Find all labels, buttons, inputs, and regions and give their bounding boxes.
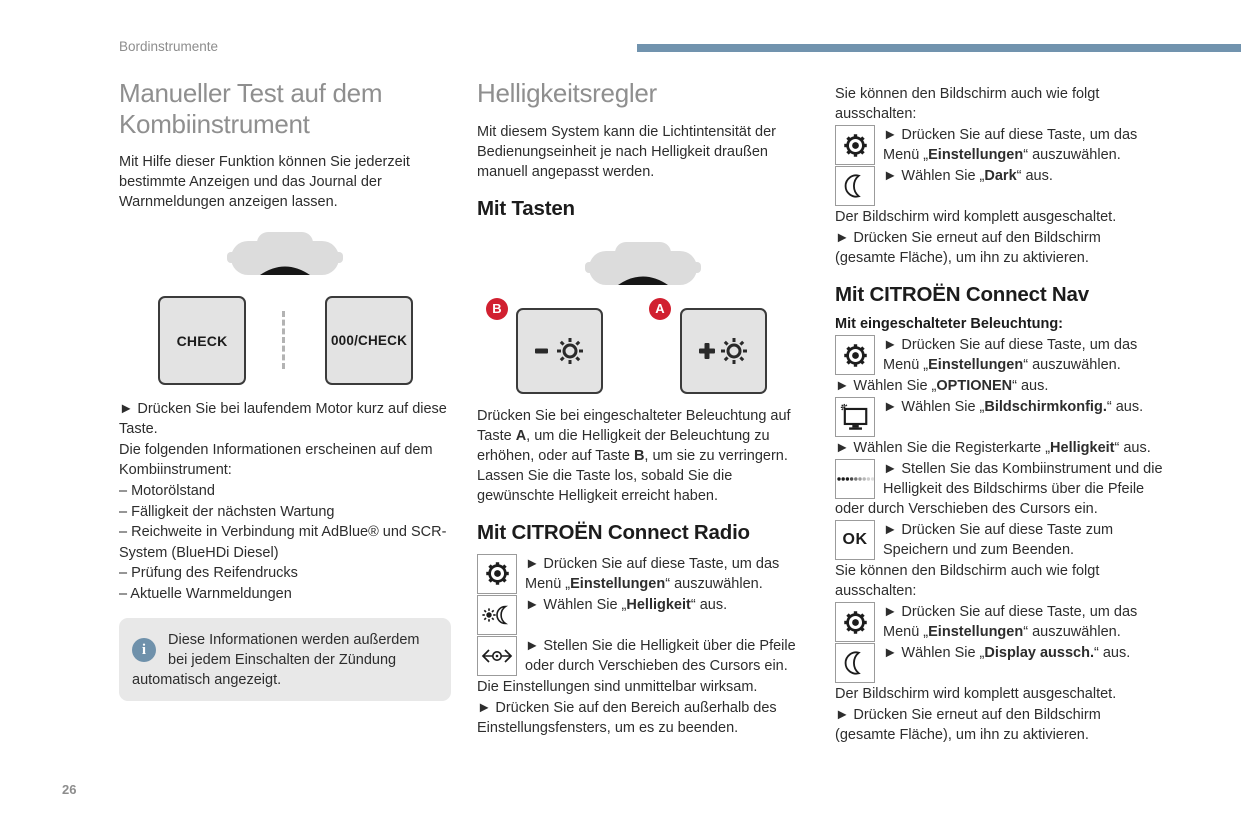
feature-list — [119, 481, 451, 604]
car-pictogram — [227, 229, 343, 277]
brightness-decrease-button — [516, 308, 603, 394]
label-badge-a: A — [649, 298, 671, 320]
instruction-step: ► Drücken Sie bei laufendem Motor kurz auf diese Taste. — [119, 401, 447, 438]
gear-icon — [477, 554, 517, 594]
list-item: – Aktuelle Warnmeldungen — [119, 585, 292, 602]
step-text: ► Wählen Sie „Bildschirmkonfig.“ aus. — [883, 399, 1144, 415]
body-paragraph: Die folgenden Informationen erscheinen auf dem Kombiinstrument: — [119, 442, 433, 479]
instruction-step: ► Wählen Sie „OPTIONEN“ aus. — [835, 378, 1049, 394]
column-brightness — [477, 78, 808, 739]
instruction-step — [835, 602, 1165, 642]
info-note — [119, 618, 451, 701]
list-item: – Reichweite in Verbindung mit AdBlue® und SCR-System (BlueHDi Diesel) — [119, 524, 447, 561]
brightness-increase-button — [680, 308, 767, 394]
gear-icon — [835, 125, 875, 165]
label-badge-b: B — [486, 298, 508, 320]
instruction-step — [835, 335, 1165, 375]
step-text: ► Drücken Sie auf diese Taste, um das Menü „Einstellungen“ auszuwählen. — [883, 604, 1138, 640]
step-text: ► Drücken Sie auf diese Taste, um das Menü „Einstellungen“ auszuwählen. — [883, 127, 1138, 163]
list-item: – Fälligkeit der nächsten Wartung — [119, 503, 335, 520]
moon-icon — [835, 166, 875, 206]
subsection-heading: Mit CITROËN Connect Nav — [835, 283, 1089, 306]
gear-icon — [835, 602, 875, 642]
list-item: – Prüfung des Reifendrucks — [119, 565, 298, 582]
dashed-separator — [282, 311, 285, 369]
slider-arrows-icon — [477, 636, 517, 676]
step-text: ► Drücken Sie auf diese Taste zum Speichern und zum Beenden. — [883, 522, 1114, 558]
step-text: ► Wählen Sie „Display aussch.“ aus. — [883, 645, 1131, 661]
instruction-step — [835, 520, 1165, 560]
step-text: ► Stellen Sie das Kombiinstrument und die Helligkeit des Bildschirms über die Pfeile oder durch Verschieben des Cursors ein. — [835, 461, 1163, 517]
instruction-step: ► Drücken Sie erneut auf den Bildschirm (gesamte Fläche), um ihn zu aktivieren. — [835, 707, 1101, 743]
accent-bar — [637, 44, 1241, 52]
column-connect-nav — [835, 84, 1165, 746]
brightness-buttons-figure — [477, 239, 808, 394]
step-text: ► Wählen Sie „Helligkeit“ aus. — [525, 596, 728, 613]
car-pictogram — [585, 239, 701, 287]
intro-paragraph: Mit diesem System kann die Lichtintensität der Bedienungseinheit je nach Helligkeit draußen manuell angepasst werden. — [477, 123, 776, 180]
subsection-heading: Mit Tasten — [477, 196, 575, 220]
body-paragraph: Sie können den Bildschirm auch wie folgt ausschalten: — [835, 86, 1100, 122]
instruction-step — [835, 643, 1165, 683]
body-paragraph: Drücken Sie bei eingeschalteter Beleuchtung auf Taste A, um die Helligkeit der Beleuchtung zu erhöhen, oder auf Taste B, um sie zu verringern. Lassen Sie die Taste los, sobald Sie die gewünschte Helligkeit erreicht haben. — [477, 407, 791, 504]
ok-icon-label: OK — [842, 531, 868, 548]
body-paragraph: Der Bildschirm wird komplett ausgeschaltet. — [835, 209, 1117, 225]
section-title: Manueller Test auf dem Kombiinstrument — [119, 78, 383, 139]
sun-moon-icon — [477, 595, 517, 635]
instruction-step: ► Wählen Sie die Registerkarte „Helligkeit“ aus. — [835, 440, 1151, 456]
check-000-button-label: 000/CHECK — [330, 333, 408, 349]
instruction-step: ► Drücken Sie erneut auf den Bildschirm (gesamte Fläche), um ihn zu aktivieren. — [835, 230, 1101, 266]
check-button — [158, 296, 246, 385]
instruction-step: ► Drücken Sie auf den Bereich außerhalb des Einstellungsfensters, um es zu beenden. — [477, 699, 777, 736]
breadcrumb: Bordinstrumente — [119, 39, 219, 54]
check-button-label: CHECK — [176, 332, 228, 349]
info-icon — [132, 630, 168, 670]
intro-paragraph: Mit Hilfe dieser Funktion können Sie jederzeit bestimmte Anzeigen und das Journal der Warnmeldungen anzeigen lassen. — [119, 154, 410, 211]
plus-sun-icon — [697, 333, 751, 369]
instruction-step — [835, 125, 1165, 165]
instruction-step — [835, 459, 1165, 519]
info-icon-glyph: i — [132, 638, 156, 662]
body-paragraph: Die Einstellungen sind unmittelbar wirksam. — [477, 678, 758, 695]
check-buttons-figure — [119, 229, 451, 385]
list-item: – Motorölstand — [119, 483, 215, 500]
sub-subsection-heading: Mit eingeschalteter Beleuchtung: — [835, 316, 1064, 332]
step-text: ► Drücken Sie auf diese Taste, um das Menü „Einstellungen“ auszuwählen. — [883, 337, 1138, 373]
section-title: Helligkeitsregler — [477, 78, 657, 108]
instruction-step — [477, 595, 808, 635]
check-000-button — [325, 296, 413, 385]
note-text: Diese Informationen werden außerdem bei jedem Einschalten der Zündung automatisch angezeigt. — [132, 632, 420, 689]
step-text: ► Stellen Sie die Helligkeit über die Pfeile oder durch Verschieben des Cursors ein. — [525, 637, 796, 674]
instruction-step — [477, 636, 808, 676]
step-text: ► Drücken Sie auf diese Taste, um das Menü „Einstellungen“ auszuwählen. — [525, 555, 780, 592]
instruction-step — [835, 166, 1165, 206]
page-number: 26 — [62, 782, 77, 797]
brightness-dots-icon — [835, 459, 875, 499]
instruction-step — [835, 397, 1165, 437]
gear-icon — [835, 335, 875, 375]
ok-icon — [835, 520, 875, 560]
screen-config-icon — [835, 397, 875, 437]
step-text: ► Wählen Sie „Dark“ aus. — [883, 168, 1053, 184]
body-paragraph: Der Bildschirm wird komplett ausgeschaltet. — [835, 686, 1117, 702]
instruction-step — [477, 554, 808, 594]
moon-icon — [835, 643, 875, 683]
column-manual-test — [119, 78, 451, 701]
subsection-heading: Mit CITROËN Connect Radio — [477, 520, 750, 544]
body-paragraph: Sie können den Bildschirm auch wie folgt ausschalten: — [835, 563, 1100, 599]
minus-sun-icon — [533, 333, 587, 369]
